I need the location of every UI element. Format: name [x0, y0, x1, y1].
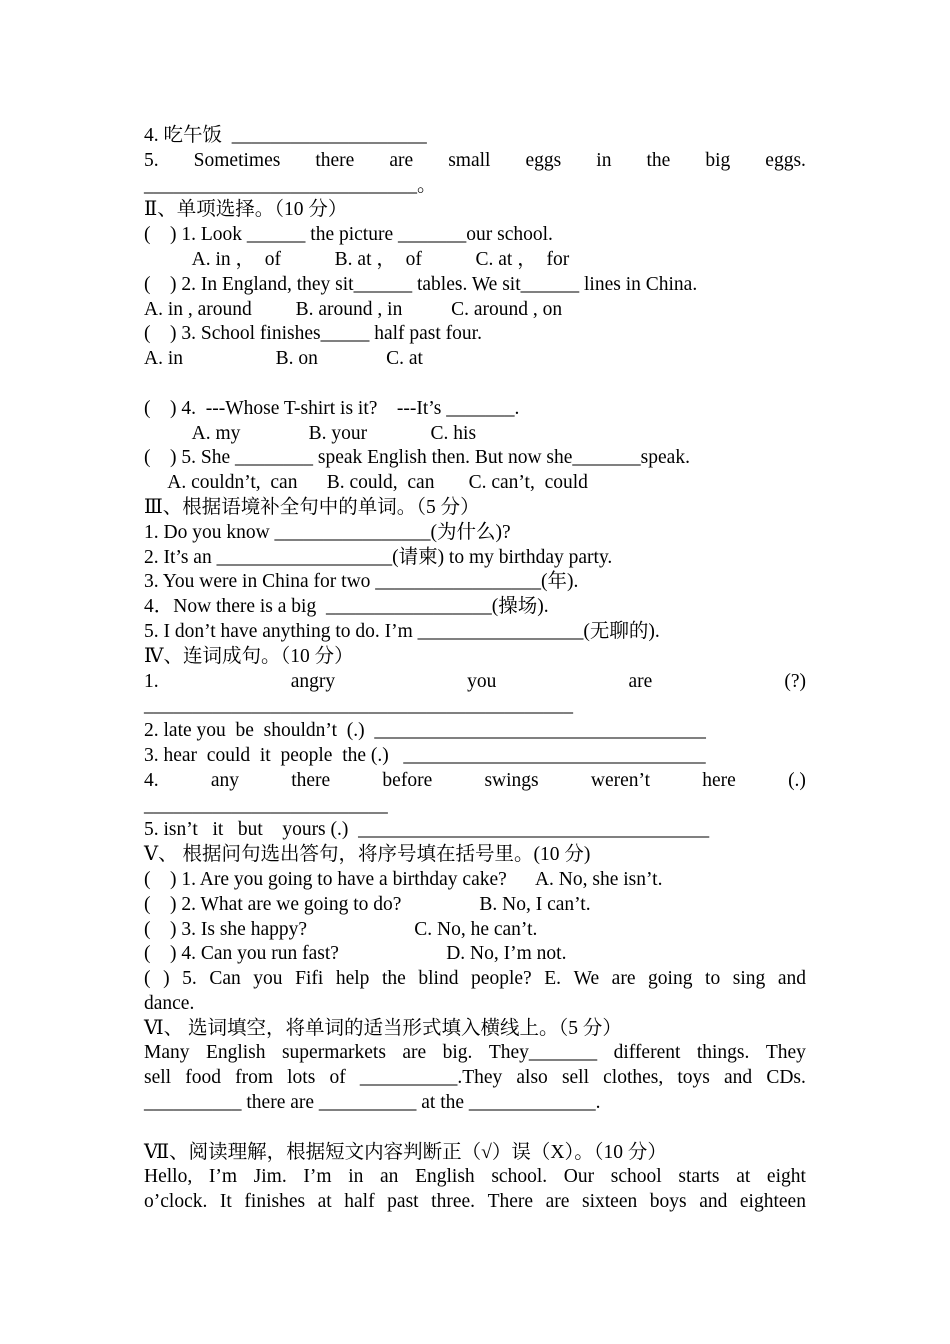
- answer-line: ____________________________________________: [144, 695, 573, 717]
- word: at: [317, 1191, 332, 1213]
- word: half: [344, 1191, 375, 1213]
- word: finishes: [244, 1191, 306, 1213]
- word: (?): [784, 670, 806, 692]
- answer-line: _________________________: [144, 794, 388, 816]
- exercise-line: 2. late you be shouldn’t (.) __________________________________: [144, 720, 706, 742]
- word: small: [448, 149, 491, 171]
- paragraph-line: [144, 1190, 806, 1215]
- word: things.: [696, 1042, 750, 1064]
- word: also: [516, 1067, 548, 1089]
- word: 5.: [144, 149, 159, 171]
- word: school: [610, 1166, 662, 1188]
- word: o’clock.: [144, 1191, 208, 1213]
- word: Fifi: [295, 968, 324, 990]
- word: are: [389, 149, 414, 171]
- word: to: [705, 968, 721, 990]
- word: here: [702, 769, 736, 791]
- section-heading: Ⅲ、根据语境补全句中的单词。（5 分）: [144, 496, 480, 518]
- word: There: [487, 1191, 534, 1213]
- word: help: [335, 968, 370, 990]
- blank-line: [144, 1116, 806, 1141]
- exercise-line: ( ) 4. Can you run fast? D. No, I’m not.: [144, 943, 567, 965]
- exercise-line: 3. hear could it people the (.) _______________________________: [144, 744, 706, 766]
- justified-line: [144, 967, 806, 992]
- word: starts: [678, 1166, 720, 1188]
- word: in: [596, 149, 612, 171]
- word: three.: [431, 1191, 476, 1213]
- word: weren’t: [590, 769, 651, 791]
- word: in: [348, 1166, 364, 1188]
- word: big.: [442, 1042, 473, 1064]
- exercise-line: ( ) 2. In England, they sit______ tables. We sit______ lines in China.: [144, 273, 698, 295]
- word: the: [646, 149, 671, 171]
- word: from: [235, 1067, 273, 1089]
- paragraph-line: [144, 1165, 806, 1190]
- exercise-line: 1. Do you know ________________(为什么)?: [144, 521, 511, 543]
- exercise-line: ( ) 4. ---Whose T-shirt is it? ---It’s _______.: [144, 397, 520, 419]
- word: people?: [471, 968, 532, 990]
- word: (.): [788, 769, 806, 791]
- exercise-line: dance.: [144, 992, 195, 1014]
- word: Jim.: [253, 1166, 287, 1188]
- word: angry: [290, 670, 336, 692]
- word: They: [765, 1042, 806, 1064]
- exercise-line: ( ) 1. Look ______ the picture _______our school.: [144, 224, 553, 246]
- word: you: [467, 670, 497, 692]
- section-heading: Ⅱ、单项选择。（10 分）: [144, 199, 348, 221]
- word: lots: [287, 1067, 316, 1089]
- word: Many: [144, 1042, 190, 1064]
- section-heading: Ⅴ、 根据问句选出答句，将序号填在括号里。(10 分): [144, 844, 591, 866]
- word: eggs.: [765, 149, 806, 171]
- word: 1.: [144, 670, 159, 692]
- word: Hello,: [144, 1166, 193, 1188]
- word: English: [415, 1166, 475, 1188]
- word: toys: [677, 1067, 710, 1089]
- word: sell: [144, 1067, 172, 1089]
- paragraph-line: [144, 1041, 806, 1066]
- options-line: A. couldn’t, can B. could, can C. can’t, could: [144, 472, 588, 494]
- word: food: [185, 1067, 221, 1089]
- options-line: A. in B. on C. at: [144, 348, 423, 370]
- exercise-line: 5. isn’t it but yours (.) ____________________________________: [144, 819, 710, 841]
- options-line: A. in ， of B. at ， of C. at ， for: [144, 248, 570, 270]
- word: __________.They: [359, 1067, 503, 1089]
- section-heading: Ⅵ、 选词填空，将单词的适当形式填入横线上。（5 分）: [144, 1017, 622, 1039]
- exercise-line: ( ) 2. What are we going to do? B. No, I can’t.: [144, 893, 591, 915]
- word: boys: [649, 1191, 687, 1213]
- exercise-line: ( ) 3. School finishes_____ half past four.: [144, 323, 482, 345]
- options-line: A. my B. your C. his: [144, 422, 477, 444]
- word: supermarkets: [281, 1042, 386, 1064]
- word: sell: [561, 1067, 590, 1089]
- word: an: [380, 1166, 399, 1188]
- options-line: A. in , around B. around , in C. around , on: [144, 298, 563, 320]
- word: are: [628, 670, 653, 692]
- word: I’m: [303, 1166, 332, 1188]
- word: 5.: [182, 968, 197, 990]
- word: at: [736, 1166, 751, 1188]
- word: ): [163, 968, 170, 990]
- exercise-line: 4．Now there is a big _________________(操场).: [144, 596, 549, 618]
- exercise-line: 3. You were in China for two _________________(年).: [144, 571, 579, 593]
- exercise-line: 4. 吃午饭 ____________________: [144, 125, 427, 146]
- word: I’m: [208, 1166, 238, 1188]
- blank-line: [144, 372, 806, 397]
- word: different: [613, 1042, 681, 1064]
- paragraph-line: [144, 1066, 806, 1091]
- word: any: [210, 769, 239, 791]
- word: are: [611, 968, 636, 990]
- section-heading: Ⅶ、阅读理解，根据短文内容判断正（√）误（X）。（10 分）: [144, 1141, 667, 1163]
- word: Sometimes: [193, 149, 281, 171]
- word: school.: [491, 1166, 548, 1188]
- word: swings: [484, 769, 539, 791]
- paragraph-line: __________ there are __________ at the _____________.: [144, 1092, 601, 1114]
- word: there: [315, 149, 355, 171]
- exercise-line: ( ) 1. Are you going to have a birthday cake? A. No, she isn’t.: [144, 868, 663, 890]
- word: 4.: [144, 769, 159, 791]
- section-heading: Ⅳ、连词成句。（10 分）: [144, 645, 354, 667]
- word: blind: [418, 968, 459, 990]
- word: sing: [732, 968, 766, 990]
- word: They_______: [488, 1042, 598, 1064]
- justified-line: [144, 670, 806, 695]
- word: (: [144, 968, 151, 990]
- word: eight: [766, 1166, 806, 1188]
- worksheet-page: [144, 124, 806, 1215]
- word: and: [724, 1067, 753, 1089]
- word: Our: [563, 1166, 595, 1188]
- word: E.: [544, 968, 562, 990]
- word: It: [219, 1191, 232, 1213]
- word: CDs.: [766, 1067, 806, 1089]
- word: are: [402, 1042, 427, 1064]
- word: the: [382, 968, 406, 990]
- word: you: [253, 968, 283, 990]
- word: before: [382, 769, 433, 791]
- exercise-line: ( ) 5. She ________ speak English then. But now she_______speak.: [144, 447, 690, 469]
- justified-line: [144, 149, 806, 174]
- word: eighteen: [739, 1191, 806, 1213]
- word: and: [777, 968, 806, 990]
- word: Can: [209, 968, 241, 990]
- word: big: [705, 149, 731, 171]
- word: of: [329, 1067, 346, 1089]
- word: and: [699, 1191, 728, 1213]
- exercise-line: 5. I don’t have anything to do. I’m _________________(无聊的).: [144, 620, 660, 642]
- answer-line: ____________________________。: [144, 174, 437, 196]
- word: clothes,: [603, 1067, 664, 1089]
- word: eggs: [525, 149, 562, 171]
- word: going: [648, 968, 693, 990]
- word: are: [545, 1191, 570, 1213]
- word: We: [573, 968, 600, 990]
- word: there: [291, 769, 331, 791]
- justified-line: [144, 769, 806, 794]
- exercise-line: 2. It’s an __________________(请柬) to my birthday party.: [144, 546, 613, 568]
- word: past: [387, 1191, 419, 1213]
- exercise-line: ( ) 3. Is she happy? C. No, he can’t.: [144, 918, 538, 940]
- word: English: [205, 1042, 266, 1064]
- word: sixteen: [581, 1191, 638, 1213]
